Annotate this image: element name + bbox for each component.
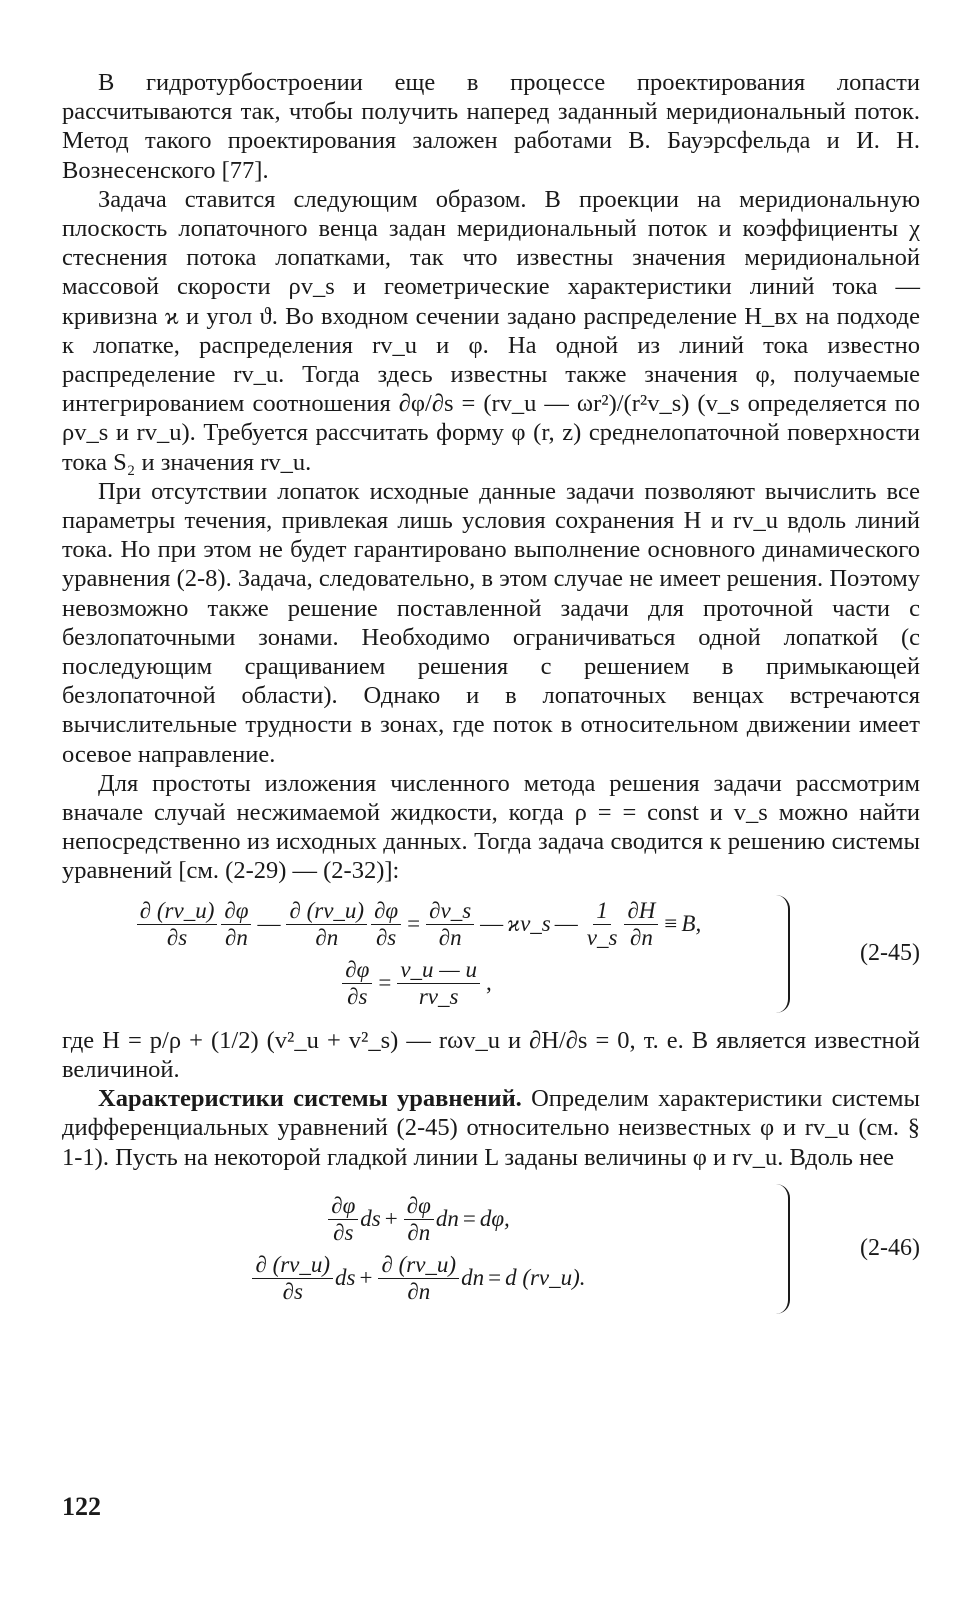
eq-term: ∂φ	[371, 898, 401, 925]
eq-term: dφ,	[479, 1206, 510, 1232]
page-body	[62, 68, 920, 1324]
eq-term: ∂n	[629, 924, 653, 950]
eq-term: ϰv_s	[507, 911, 551, 937]
paragraph-6	[62, 1084, 920, 1172]
eq-term: ∂s	[333, 1219, 354, 1245]
eq-term: ∂ (rv_u)	[286, 898, 367, 925]
paragraph-6-body: Определим характеристики системы дифференциальных уравнений (2-45) относительно неизвестных φ и rv_u (см. § 1-1). Пусть на некоторой гладкой линии L заданы величины φ и rv_u. Вдоль нее	[62, 1085, 921, 1171]
paragraph-4: Для простоты изложения численного метода решения задачи рассмотрим вначале случай несжимаемой жидкости, когда ρ = = const и v_s можно найти непосредственно из исходных данных. Тогда задача сводится к решению системы уравнений [см. (2-29) — (2-32)]:	[62, 769, 920, 885]
eq-term: ∂s	[166, 924, 188, 950]
eq-term: dn	[461, 1265, 485, 1291]
equation-2-46-line-2: $\frac{\partial (rv\_u)}{\partial s}$ ds + $\frac{\partial (rv\_u)}{\partial n}$ dn = d (rv_u).	[62, 1252, 774, 1305]
eq-term: ∂ (rv_u)	[378, 1252, 459, 1279]
eq-term: ∂H	[624, 898, 658, 925]
eq-term: ∂φ	[328, 1193, 358, 1220]
eq-term: ∂s	[282, 1278, 303, 1304]
equation-2-45-line-2: $\frac{\partial\varphi}{\partial s}$ = $\frac{v\_u — u}{rv\_s}$ ,	[62, 957, 774, 1010]
eq-term: ∂s	[375, 924, 397, 950]
paragraph-1: В гидротурбостроении еще в процессе проектирования лопасти рассчитываются так, чтобы получить наперед заданный меридиональный поток. Метод такого проектирования заложен работами В. Бауэрсфельда и И. Н. Вознесенского [77].	[62, 69, 920, 184]
eq-term: ∂ (rv_u)	[252, 1252, 333, 1279]
right-brace	[774, 895, 790, 1013]
eq-term: B,	[681, 911, 702, 937]
paragraph-5: где H = p/ρ + (1/2) (v²_u + v²_s) — rωv_u и ∂H/∂s = 0, т. е. B является известной величиной.	[62, 1026, 920, 1083]
right-brace	[774, 1184, 790, 1314]
eq-term: ∂n	[438, 924, 462, 950]
eq-term: ∂n	[407, 1278, 431, 1304]
eq-term: ∂n	[224, 924, 248, 950]
eq-term: ∂s	[347, 983, 368, 1009]
eq-term: ∂ (rv_u)	[137, 898, 218, 925]
paragraph-2: Задача ставится следующим образом. В проекции на меридиональную плоскость лопаточного венца задан меридиональный поток и коэффициенты χ стеснения потока лопатками, так что известны значения меридиональной массовой скорости ρv_s и геометрические характеристики линий тока — кривизна ϰ и угол ϑ. Во входном сечении задано распределение H_вх на подходе к лопатке, распределения rv_u и φ. На одной из линий тока известно распределение rv_u. Тогда здесь известны также значения φ, получаемые интегрированием соотношения ∂φ/∂s = (rv_u — ωr²)/(r²v_s) (v_s определяется по ρv_s и rv_u). Требуется рассчитать форму φ (r, z) среднелопаточной поверхности тока S₂ и значения rv_u.	[62, 185, 920, 476]
equation-number: (2-46)	[860, 1235, 920, 1262]
section-heading: Характеристики системы уравнений.	[98, 1085, 522, 1113]
equation-2-45	[62, 892, 920, 1016]
eq-term: ∂n	[407, 1219, 431, 1245]
eq-term: ∂n	[315, 924, 339, 950]
eq-term: d (rv_u).	[505, 1265, 586, 1291]
eq-term: ∂v_s	[426, 898, 474, 925]
eq-term: dn	[435, 1206, 459, 1232]
eq-term: ∂φ	[342, 957, 372, 984]
eq-term: v_u — u	[397, 957, 480, 984]
eq-term: 1	[593, 898, 611, 925]
eq-term: rv_s	[418, 983, 459, 1009]
page-number: 122	[62, 1492, 101, 1521]
equation-2-46-line-1: $\frac{\partial\varphi}{\partial s}$ ds + $\frac{\partial\varphi}{\partial n}$ dn = dφ,	[62, 1193, 774, 1246]
paragraph-3: При отсутствии лопаток исходные данные задачи позволяют вычислить все параметры течения, привлекая лишь условия сохранения H и rv_u вдоль линий тока. Но при этом не будет гарантировано выполнение основного динамического уравнения (2-8). Задача, следовательно, в этом случае не имеет решения. Поэтому невозможно также решение поставленной задачи для проточной части с безлопаточными зонами. Необходимо ограничиваться одной лопаткой (с последующим сращиванием решения с решением в примыкающей безлопаточной области). Однако и в лопаточных венцах встречаются вычислительные трудности в зонах, где поток в относительном движении имеет осевое направление.	[62, 477, 920, 768]
eq-term: ∂φ	[221, 898, 251, 925]
eq-term: ds	[335, 1265, 356, 1291]
eq-term: v_s	[586, 924, 618, 950]
equation-2-46	[62, 1184, 920, 1314]
eq-term: ∂φ	[404, 1193, 434, 1220]
equation-2-45-line-1: $\frac{\partial (rv\_u)}{\partial s}$ $\frac{\partial\varphi}{\partial n}$ — $\frac{\partial (rv\_u)}{\partial n}$ $\frac{\partial\varphi}{\partial s}$ = $\frac{\partial v\_s}{\partial n}$ — ϰv_s — $\frac{1}{v\_s}$ $\frac{\partial H}{\partial n}$ ≡ B,	[62, 898, 774, 951]
equation-number: (2-45)	[860, 940, 920, 967]
eq-term: ds	[360, 1206, 381, 1232]
